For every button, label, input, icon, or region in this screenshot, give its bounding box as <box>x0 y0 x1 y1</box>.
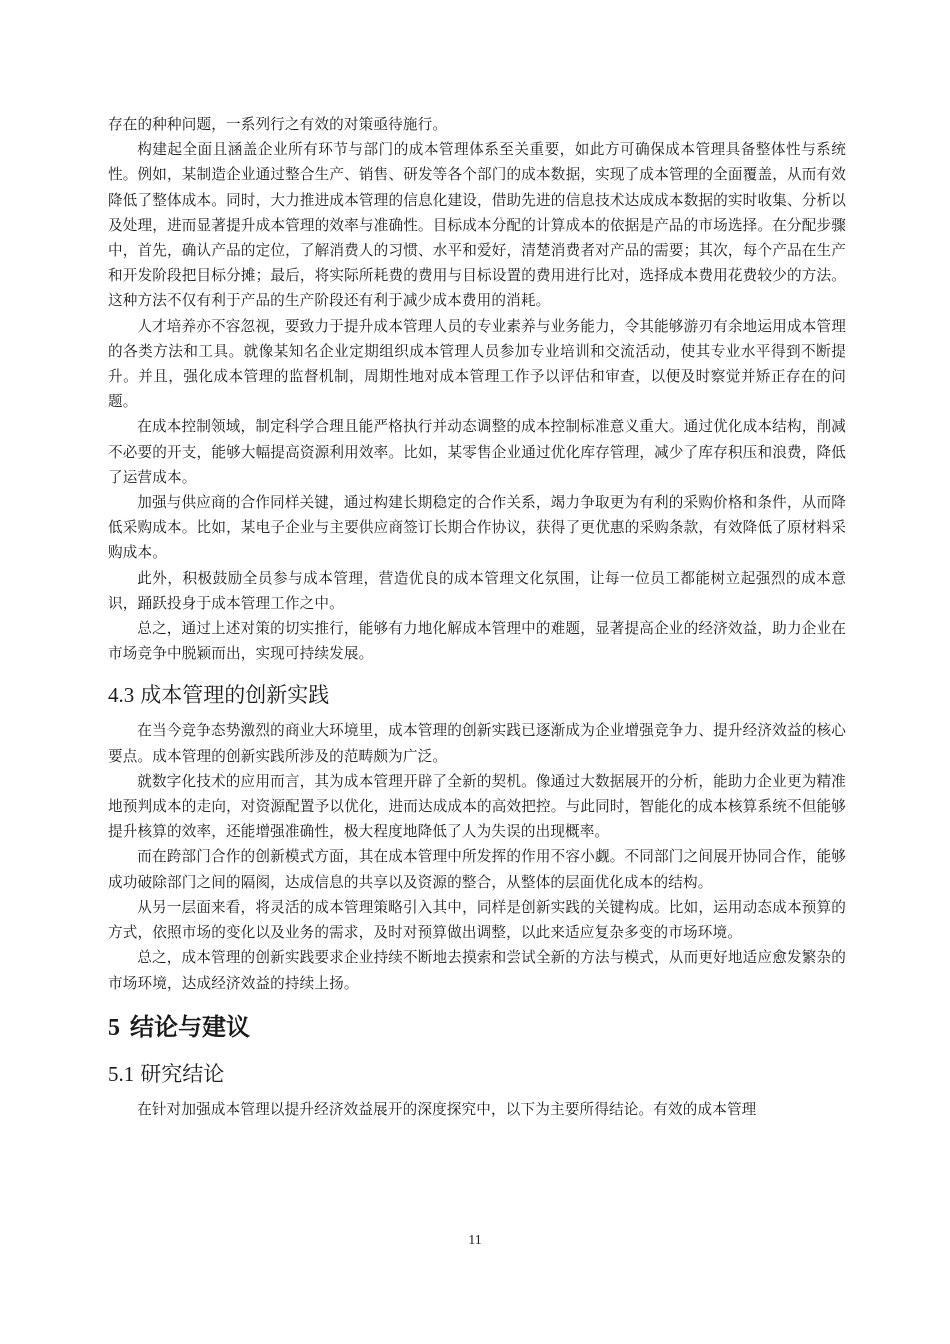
section-title: 研究结论 <box>140 1061 225 1086</box>
chapter-heading-5 <box>108 1010 846 1045</box>
section-heading-5-1 <box>108 1059 846 1089</box>
paragraph-all-staff: 此外，积极鼓励全员参与成本管理，营造优良的成本管理文化氛围，让每一位员工都能树立起强烈的成本意识，踊跃投身于成本管理工作之中。 <box>108 569 846 612</box>
paragraph-system: 构建起全面且涵盖企业所有环节与部门的成本管理体系至关重要，如此方可确保成本管理具备整体性与系统性。例如，某制造企业通过整合生产、销售、研发等各个部门的成本数据，实现了成本管理的全面覆盖，从而有效降低了整体成本。同时，大力推进成本管理的信息化建设，借助先进的信息技术达成成本数据的实时收集、分析以及处理，进而显著提升成本管理的效率与准确性。目标成本分配的计算成本的依据是产品的市场选择。在分配步骤中，首先，确认产品的定位，了解消费人的习惯、水平和爱好，清楚消费者对产品的需要；其次，每个产品在生产和开发阶段把目标分摊；最后，将实际所耗费的费用与目标设置的费用进行比对，选择成本费用花费较少的方法。这种方法不仅有利于产品的生产阶段还有利于减少成本费用的消耗。 <box>108 141 846 310</box>
paragraph-supplier: 加强与供应商的合作同样关键，通过构建长期稳定的合作关系，竭力争取更为有利的采购价格和条件，从而降低采购成本。比如，某电子企业与主要供应商签订长期合作协议，获得了更优惠的采购条款，有效降低了原材料采购成本。 <box>108 494 846 562</box>
section-heading-4-3 <box>108 680 846 710</box>
paragraph-innovation-intro: 在当今竞争态势激烈的商业大环境里，成本管理的创新实践已逐渐成为企业增强竞争力、提升经济效益的核心要点。成本管理的创新实践所涉及的范畴颇为广泛。 <box>108 722 846 765</box>
paragraph-cost-control: 在成本控制领域，制定科学合理且能严格执行并动态调整的成本控制标准意义重大。通过优化成本结构，削减不必要的开支，能够大幅提高资源利用效率。比如，某零售企业通过优化库存管理，减少了库存积压和浪费，降低了运营成本。 <box>108 418 846 486</box>
document-page <box>108 112 846 1122</box>
paragraph-digital: 就数字化技术的应用而言，其为成本管理开辟了全新的契机。像通过大数据展开的分析，能助力企业更为精准地预判成本的走向，对资源配置予以优化，进而达成成本的高效把控。与此同时，智能化的成本核算系统不但能够提升核算的效率，还能增强准确性，极大程度地降低了人为失误的出现概率。 <box>108 772 846 841</box>
chapter-number: 5 <box>108 1014 120 1041</box>
section-number: 5.1 <box>108 1061 135 1086</box>
section-number: 4.3 <box>108 683 135 708</box>
paragraph-conclusion-start: 在针对加强成本管理以提升经济效益展开的深度探究中，以下为主要所得结论。有效的成本管理 <box>137 1100 757 1118</box>
paragraph-continuation: 存在的种种问题，一系列行之有效的对策亟待施行。 <box>108 116 448 133</box>
page-number: 11 <box>468 1233 482 1248</box>
paragraph-innovation-summary: 总之，成本管理的创新实践要求企业持续不断地去摸索和尝试全新的方法与模式，从而更好地适应愈发繁杂的市场环境，达成经济效益的持续上扬。 <box>108 949 846 992</box>
paragraph-cross-department: 而在跨部门合作的创新模式方面，其在成本管理中所发挥的作用不容小觑。不同部门之间展开协同合作，能够成功破除部门之间的隔阂，达成信息的共享以及资源的整合，从整体的层面优化成本的结构。 <box>108 848 846 891</box>
paragraph-summary: 总之，通过上述对策的切实推行，能够有力地化解成本管理中的难题，显著提高企业的经济效益，助力企业在市场竞争中脱颖而出，实现可持续发展。 <box>108 620 846 663</box>
chapter-title: 结论与建议 <box>130 1012 250 1041</box>
paragraph-flexible-strategy: 从另一层面来看，将灵活的成本管理策略引入其中，同样是创新实践的关键构成。比如，运用动态成本预算的方式，依照市场的变化以及业务的需求，及时对预算做出调整，以此来适应复杂多变的市场环境。 <box>108 898 846 942</box>
paragraph-talent: 人才培养亦不容忽视，要致力于提升成本管理人员的专业素养与业务能力，令其能够游刃有余地运用成本管理的各类方法和工具。就像某知名企业定期组织成本管理人员参加专业培训和交流活动，使其专业水平得到不断提升。并且，强化成本管理的监督机制，周期性地对成本管理工作予以评估和审查，以便及时察觉并矫正存在的问题。 <box>108 317 846 411</box>
section-title: 成本管理的创新实践 <box>140 683 330 708</box>
